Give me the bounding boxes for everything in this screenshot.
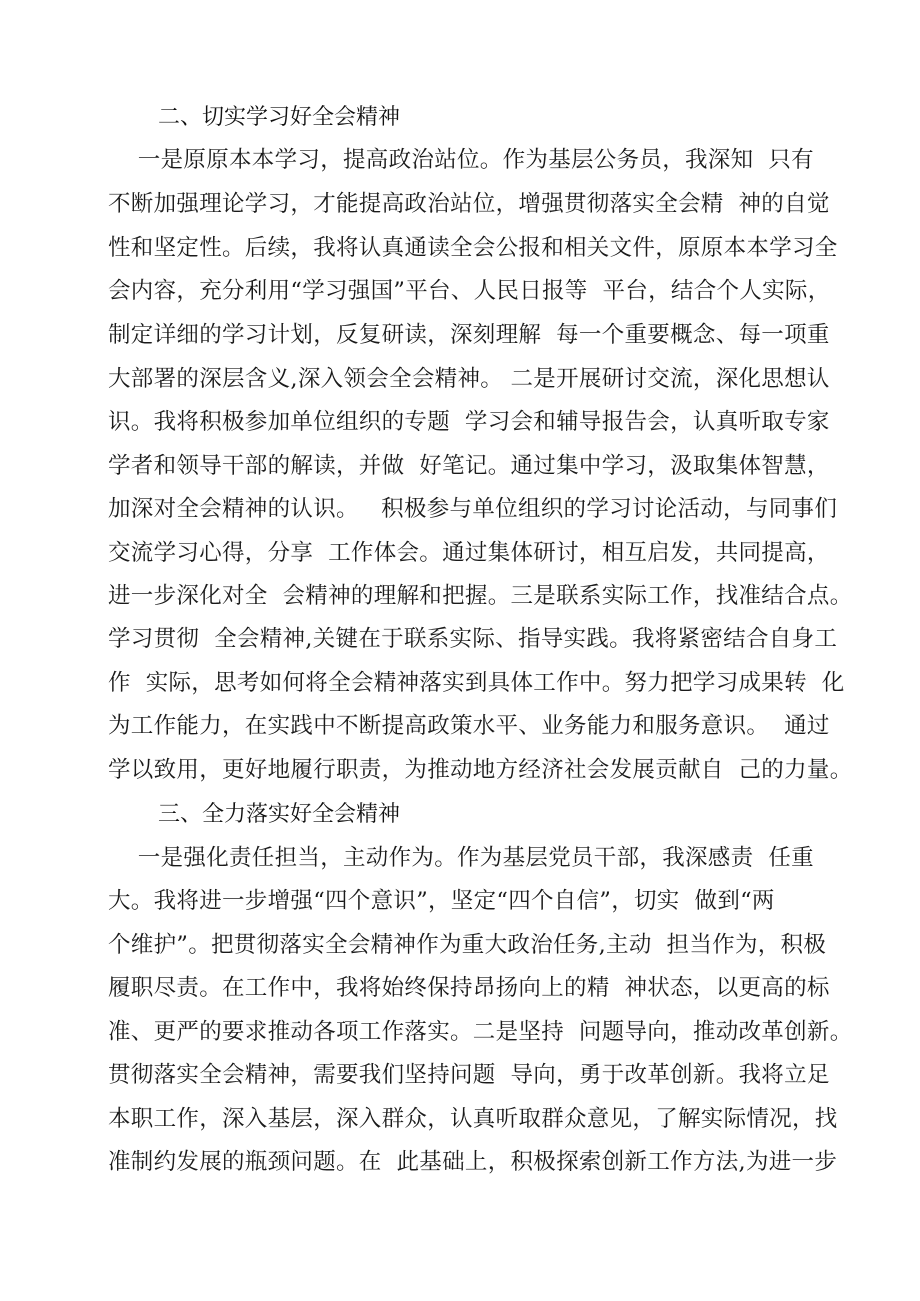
paragraph-line: 大。我将进一步增强“四个意识”，坚定“四个自信”，切实 做到“两 [108, 888, 775, 914]
paragraph-line: 作 实际，思考如何将全会精神落实到具体工作中。努力把学习成果转 化 [108, 670, 845, 696]
paragraph-line: 不断加强理论学习，才能提高政治站位，增强贯彻落实全会精 神的自觉 [108, 191, 830, 217]
paragraph-line: 学者和领导干部的解读，并做 好笔记。通过集中学习，汲取集体智慧， [108, 453, 830, 479]
paragraph-line: 性和坚定性。后续，我将认真通读全会公报和相关文件，原原本本学习全 [108, 235, 838, 261]
paragraph-line: 进一步深化对全 会精神的理解和把握。三是联系实际工作，找准结合点。 [108, 583, 853, 609]
paragraph-line: 为工作能力，在实践中不断提高政策水平、业务能力和服务意识。 通过 [108, 713, 830, 739]
paragraph-line: 本职工作，深入基层，深入群众，认真听取群众意见，了解实际情况，找 [108, 1106, 838, 1132]
paragraph-line: 个维护”。把贯彻落实全会精神作为重大政治任务,主动 担当作为，积极 [108, 932, 827, 958]
paragraph-line: 一是原原本本学习，提高政治站位。作为基层公务员，我深知 只有 [108, 147, 814, 173]
paragraph-line: 识。我将积极参加单位组织的专题 学习会和辅导报告会，认真听取专家 [108, 409, 830, 435]
paragraph-line: 学以致用，更好地履行职责，为推动地方经济社会发展贡献自 己的力量。 [108, 757, 853, 783]
paragraph-line: 履职尽责。在工作中，我将始终保持昂扬向上的精 神状态，以更高的标 [108, 975, 830, 1001]
paragraph-line: 加深对全会精神的认识。 积极参与单位组织的学习讨论活动，与同事们 [108, 496, 838, 522]
section-heading-2: 二、切实学习好全会精神 [158, 105, 401, 130]
paragraph-line: 一是强化责任担当，主动作为。作为基层党员干部，我深感责 任重 [108, 845, 814, 871]
paragraph-line: 贯彻落实全会精神，需要我们坚持问题 导向，勇于改革创新。我将立足 [108, 1062, 830, 1088]
paragraph-line: 准、更严的要求推动各项工作落实。二是坚持 问题导向，推动改革创新。 [108, 1019, 853, 1045]
paragraph-line: 大部署的深层含义,深入领会全会精神。 二是开展研讨交流，深化思想认 [108, 366, 830, 392]
section-heading-3: 三、全力落实好全会精神 [158, 802, 401, 827]
paragraph-line: 会内容，充分利用“学习强国”平台、人民日报等 平台，结合个人实际， [108, 278, 831, 304]
paragraph-line: 制定详细的学习计划，反复研读，深刻理解 每一个重要概念、每一项重 [108, 322, 830, 348]
paragraph-line: 交流学习心得，分享 工作体会。通过集体研讨，相互启发，共同提高， [108, 540, 830, 566]
paragraph-line: 准制约发展的瓶颈问题。在 此基础上，积极探索创新工作方法,为进一步 [108, 1149, 838, 1175]
paragraph-line: 学习贯彻 全会精神,关键在于联系实际、指导实践。我将紧密结合自身工 [108, 626, 838, 652]
